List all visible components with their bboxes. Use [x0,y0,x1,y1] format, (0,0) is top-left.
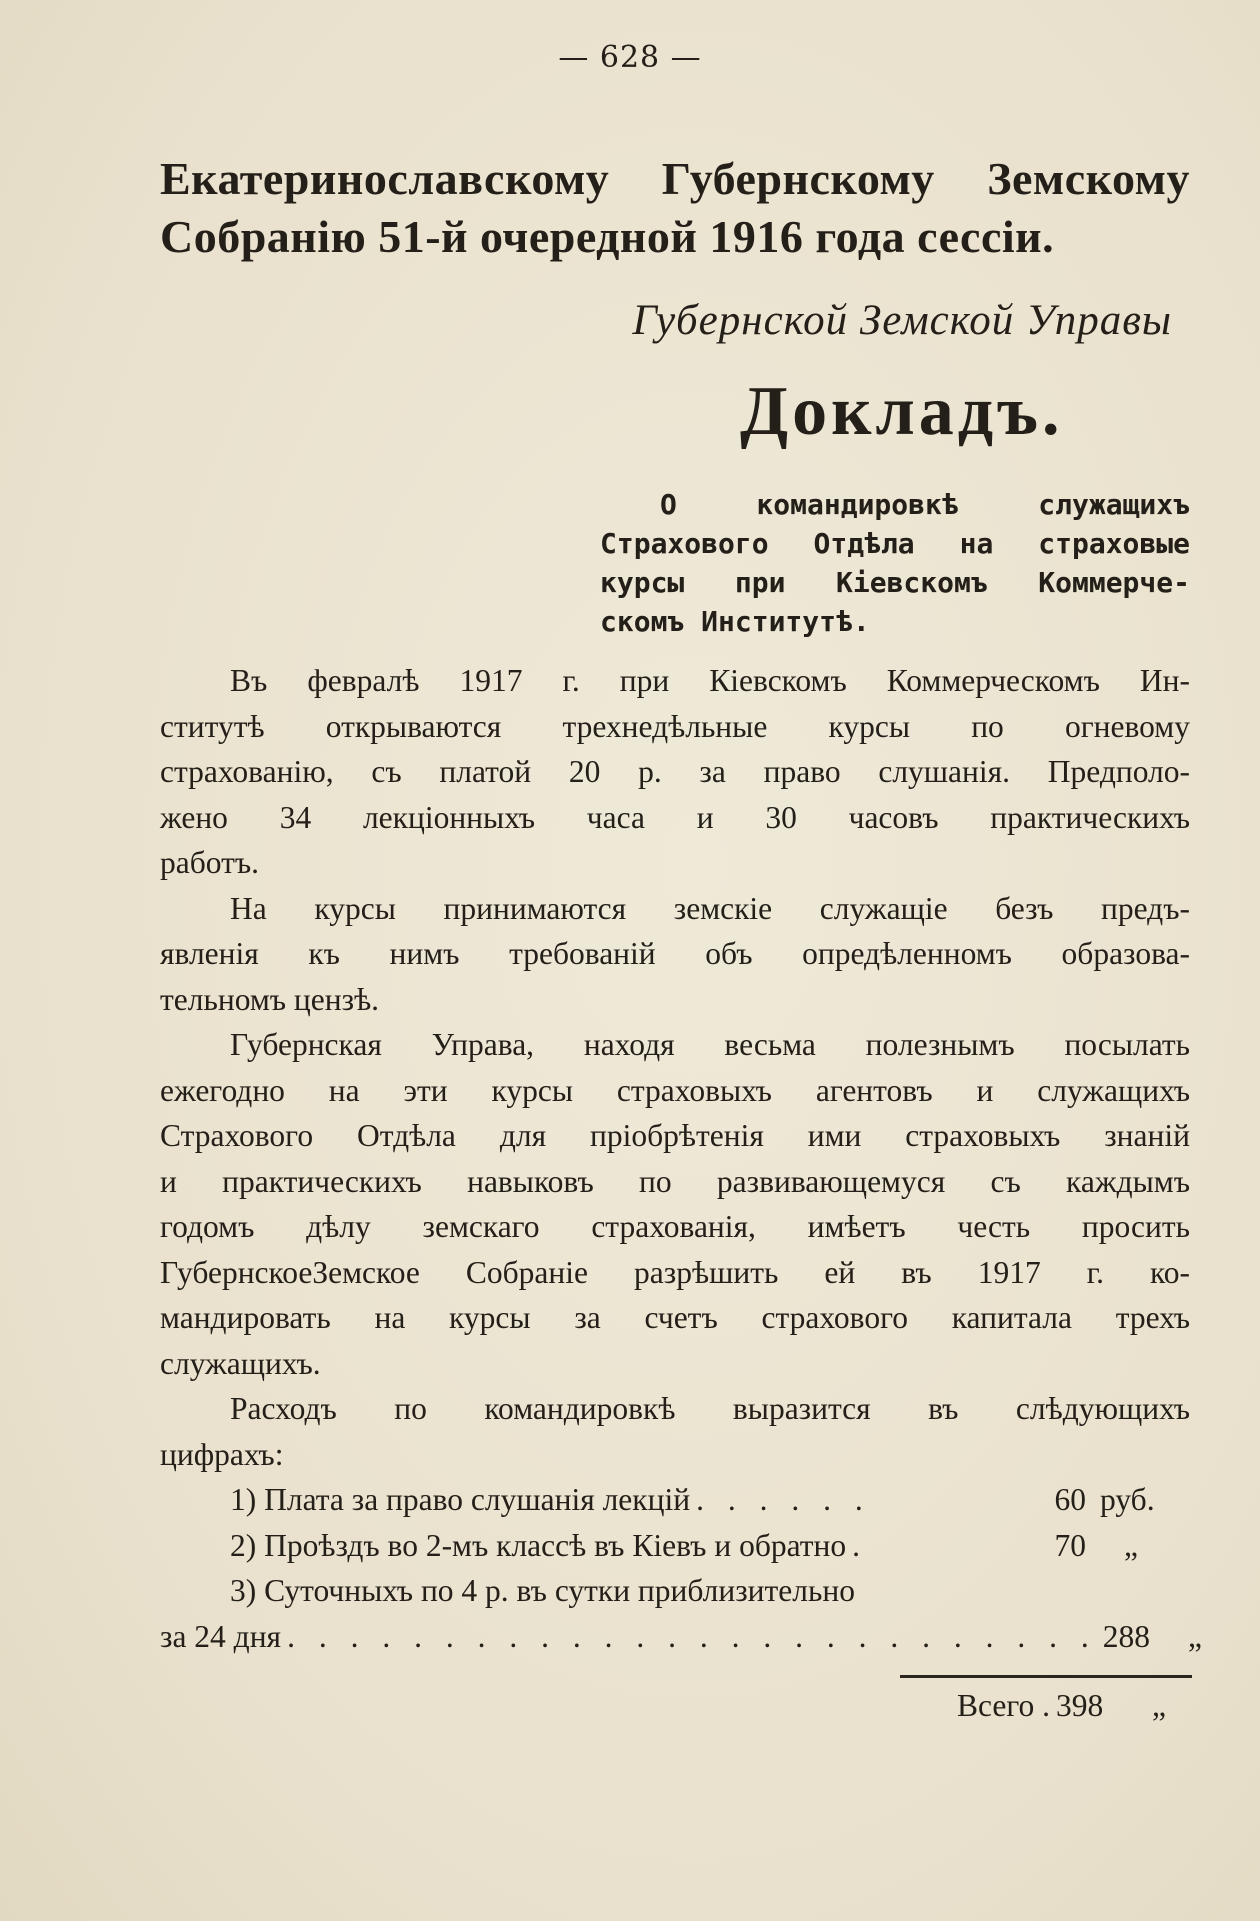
expense-amount: 70 [1054,1527,1086,1563]
addressee-heading [160,150,1190,266]
report-body [160,658,1190,1477]
paragraph-line: работъ. [160,845,260,880]
topic-line-3: курсы при Кіевскомъ Коммерче- [600,566,1190,599]
issuer-subheading: Губернской Земской Управы [632,297,1172,344]
paragraph-line: явленія къ нимъ требованій объ опредѣленномъ образова- [160,936,1190,971]
dot-leader: . . . . . . . . . . . . . . . . . . . . . . . . . . [287,1618,1097,1654]
paragraph-4 [160,1386,1190,1477]
topic-line-2: Страхового Отдѣла на страховые [600,527,1190,560]
total-unit: „ [1152,1688,1166,1723]
paragraph-line: ГубернскоеЗемское Собраніе разрѣшить ей въ 1917 г. ко- [160,1254,1190,1290]
paragraph-line: мандировать на курсы за счетъ страхового капитала трехъ [160,1300,1190,1335]
paragraph-2 [160,886,1190,1023]
total-amount: 398 [1056,1688,1104,1723]
paragraph-line: Страхового Отдѣла для пріобрѣтенія ими страховыхъ знаній [160,1118,1190,1153]
paragraph-line: тельномъ цензѣ. [160,981,380,1017]
heading-line-2: Собранію 51-й очередной 1916 года сессіи. [160,211,1055,262]
paragraph-line: Расходъ по командировкѣ выразится въ слѣдующихъ [230,1391,1190,1426]
page-number: — 628 — [558,40,702,75]
paragraph-line: цифрахъ: [160,1436,284,1472]
expense-item-lectures [160,1477,1190,1523]
expense-item-per-diem [160,1568,1190,1614]
expense-list [160,1477,1202,1659]
paragraph-line: На курсы принимаются земскіе служащіе безъ предъ- [230,890,1190,926]
paragraph-line: и практическихъ навыковъ по развивающемуся съ каждымъ [160,1163,1190,1199]
document-title: Докладъ. [740,373,1064,450]
paragraph-line: страхованію, съ платой 20 р. за право слушанія. Предполо- [160,754,1190,789]
paragraph-1 [160,658,1190,886]
heading-line-1: Екатеринославскому Губернскому Земскому [160,153,1190,204]
expense-item-per-diem-continued [160,1614,1202,1660]
total-label: Всего . [957,1688,1050,1723]
paragraph-line: Губернская Управа, находя весьма полезнымъ посылать [230,1027,1190,1062]
paragraph-line: ститутѣ открываются трехнедѣльные курсы по огневому [160,708,1190,744]
paragraph-line: ежегодно на эти курсы страховыхъ агентовъ и служащихъ [160,1072,1190,1108]
expense-amount: 60 [1054,1482,1086,1517]
expense-unit: руб. [1100,1482,1155,1517]
dot-leader: . [852,1527,869,1563]
paragraph-line: жено 34 лекціонныхъ часа и 30 часовъ практическихъ [160,799,1190,835]
paragraph-3 [160,1022,1190,1386]
expense-total [880,1683,1190,1729]
topic-line-1: О командировкѣ служащихъ [660,488,1190,521]
paragraph-line: служащихъ. [160,1345,321,1381]
expense-label: 2) Проѣздъ во 2-мъ классѣ въ Кіевъ и обратно [230,1527,847,1563]
expense-label: за 24 дня [160,1618,282,1654]
expense-label: 3) Суточныхъ по 4 р. въ сутки приблизительно [230,1573,855,1608]
expense-item-travel [160,1523,1190,1569]
expense-unit: „ [1124,1527,1138,1563]
expense-label: 1) Плата за право слушанія лекцій [230,1482,691,1517]
total-rule [900,1675,1192,1678]
expense-unit: „ [1187,1618,1202,1654]
paragraph-line: годомъ дѣлу земскаго страхованія, имѣетъ честь просить [160,1209,1190,1244]
topic-line-4: скомъ Институтѣ. [600,605,870,638]
report-topic [600,485,1190,641]
dot-leader: . . . . . . [696,1482,871,1517]
paragraph-line: Въ февралѣ 1917 г. при Кіевскомъ Коммерческомъ Ин- [230,663,1190,698]
expense-amount: 288 [1102,1618,1150,1654]
